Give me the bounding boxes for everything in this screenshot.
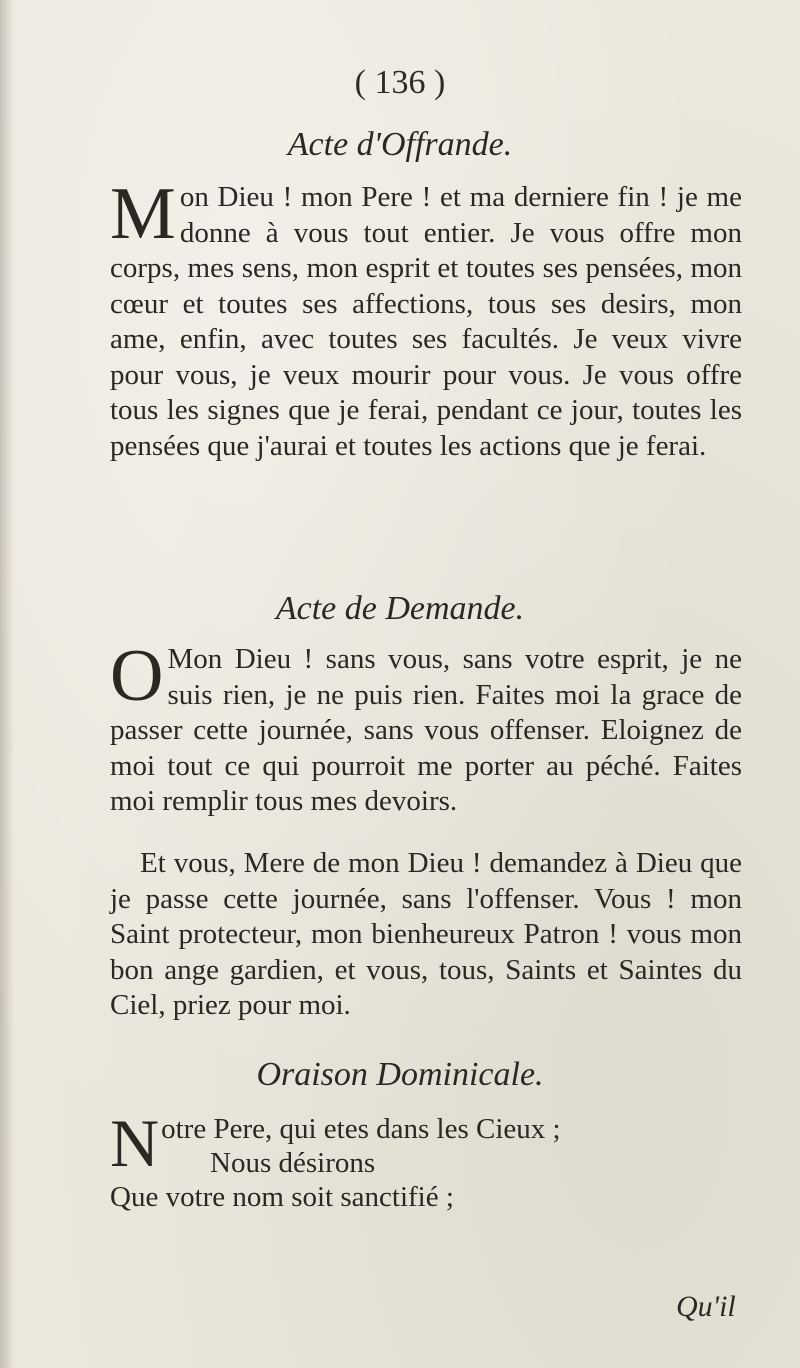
page-number: ( 136 ) <box>354 64 446 101</box>
lords-prayer-line-1: Notre Pere, qui etes dans les Cieux ; <box>110 1105 561 1181</box>
heading-acte-offrande: Acte d'Offrande. <box>287 126 513 163</box>
paragraph-offrande: Mon Dieu ! mon Pere ! et ma derniere fin ! je me donne à vous tout entier. Je vous offre mon corps, mes sens, mon esprit et toutes ses pensées, mon cœur et toutes ses affections, tous ses desirs, mon ame, enfin, avec toutes ses facultés. Je veux vivre pour vous, je veux mourir pour vous. Je vous offre tous les signes que je ferai, pendant ce jour, toutes les pensées que j'aurai et toutes les actions que je ferai. <box>110 173 742 462</box>
heading-acte-demande: Acte de Demande. <box>275 590 525 627</box>
catchword: Qu'il <box>676 1290 736 1323</box>
lords-prayer <box>110 1105 742 1214</box>
heading-oraison-dominicale: Oraison Dominicale. <box>256 1056 544 1093</box>
paragraph-demande-1: OMon Dieu ! sans vous, sans votre esprit, je ne suis rien, je ne puis rien. Faites moi la grace de passer cette journée, sans vous offenser. Eloignez de moi tout ce qui pourroit me porter au péché. Faites moi remplir tous mes devoirs. <box>110 635 742 817</box>
page-gutter-shadow <box>0 0 14 1368</box>
lords-prayer-line-2: Nous désirons <box>210 1147 376 1179</box>
paragraph-demande-2: Et vous, Mere de mon Dieu ! demandez à Dieu que je passe cette journée, sans l'offenser. Vous ! mon Saint protecteur, mon bienheureux Patron ! vous mon bon ange gardien, et vous, tous, Saints et Saintes du Ciel, priez pour moi. <box>110 847 742 1021</box>
lords-prayer-line-3: Que votre nom soit sanctifié ; <box>110 1181 454 1213</box>
